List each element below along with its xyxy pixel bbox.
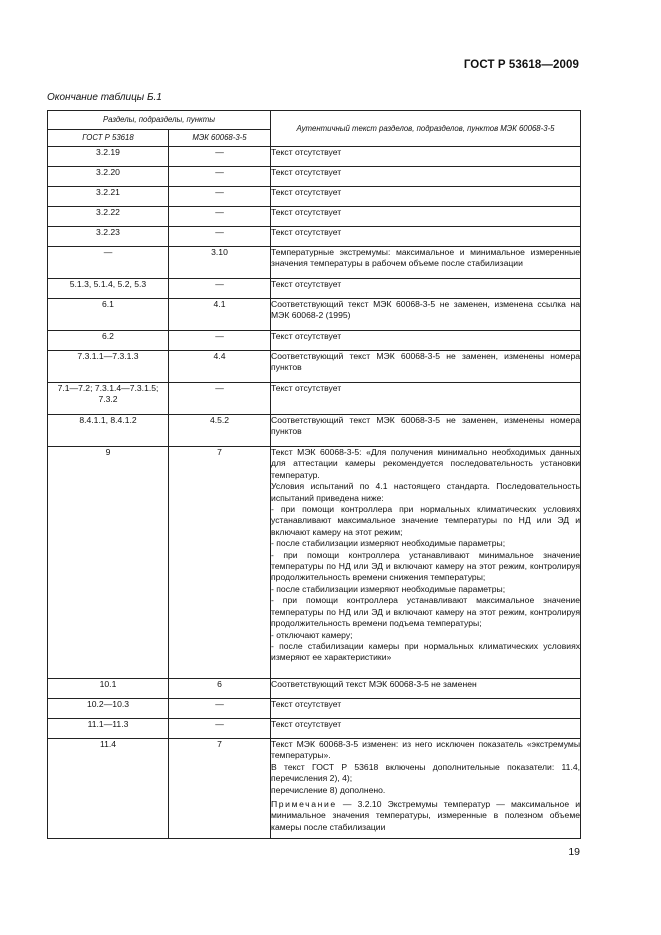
table-row (48, 187, 581, 207)
text-paragraph: Текст отсутствует (271, 187, 342, 197)
text-paragraph: В текст ГОСТ Р 53618 включены дополнительные показатели: 11.4, перечисления 2), 4); (271, 761, 581, 784)
cell-iec-clause: 6 (169, 679, 271, 699)
cell-authentic-text (271, 279, 581, 299)
text-paragraph: Соответствующий текст МЭК 60068-3-5 не заменен, изменена ссылка на МЭК 60068-2 (1995) (271, 299, 581, 321)
cell-iec-clause: — (169, 719, 271, 739)
note-text: — 3.2.10 Экстремумы температур — максимальное и минимальное значения температуры, измеренные в полезном объеме камеры после стабилизации (271, 799, 581, 832)
text-paragraph: Текст отсутствует (271, 147, 342, 157)
cell-gost-clause: 8.4.1.1, 8.4.1.2 (48, 415, 169, 447)
table-row (48, 227, 581, 247)
text-paragraph: - при помощи контроллера при нормальных климатических условиях устанавливают максимальное значение температуры по НД или ЭД и включают камеру на этот режим; (271, 504, 581, 537)
text-paragraph: Текст отсутствует (271, 227, 342, 237)
cell-gost-clause: 10.2—10.3 (48, 699, 169, 719)
cell-authentic-text (271, 679, 581, 699)
text-paragraph: Текст отсутствует (271, 383, 342, 393)
table-row (48, 167, 581, 187)
cell-authentic-text (271, 227, 581, 247)
cell-gost-clause: 11.1—11.3 (48, 719, 169, 739)
table-row (48, 331, 581, 351)
table-row (48, 247, 581, 279)
table-row (48, 299, 581, 331)
cell-gost-clause: 7.1—7.2; 7.3.1.4—7.3.1.5; 7.3.2 (48, 383, 169, 415)
cell-iec-clause: — (169, 147, 271, 167)
cell-gost-clause: 10.1 (48, 679, 169, 699)
cell-iec-clause: — (169, 227, 271, 247)
text-paragraph: - после стабилизации измеряют необходимые параметры; (271, 538, 506, 549)
text-paragraph: Соответствующий текст МЭК 60068-3-5 не заменен (271, 679, 477, 689)
table-row (48, 147, 581, 167)
text-paragraph: Условия испытаний по 4.1 настоящего стандарта. Последовательность испытаний приведена ниже: (271, 481, 581, 503)
table-caption: Окончание таблицы Б.1 (47, 92, 162, 103)
cell-gost-clause: 11.4 (48, 739, 169, 839)
text-paragraph: - после стабилизации камеры при нормальных климатических условиях измеряют ее характеристики» (271, 640, 581, 663)
cell-gost-clause: 6.1 (48, 299, 169, 331)
note-label: Примечание (271, 799, 337, 810)
cell-authentic-text (271, 719, 581, 739)
cell-authentic-text (271, 699, 581, 719)
text-paragraph: - при помощи контроллера устанавливают максимальное значение температуры по НД или ЭД и включают камеру на этот режим, контролируя продолжительность времени подъема температуры; (271, 595, 581, 629)
note (271, 799, 580, 833)
text-paragraph: - отключают камеру; (271, 629, 353, 640)
text-paragraph: Соответствующий текст МЭК 60068-3-5 не заменен, изменены номера пунктов (271, 415, 581, 437)
cell-authentic-text (271, 351, 581, 383)
cell-iec-clause: 7 (169, 447, 271, 679)
cell-authentic-text (271, 415, 581, 447)
text-paragraph: - при помощи контроллера устанавливают минимальное значение температуры по НД или ЭД и включают камеру на этот режим, контролируя продолжительность времени снижения температуры; (271, 549, 581, 583)
text-paragraph: Текст МЭК 60068-3-5: «Для получения минимально необходимых данных для аттестации камеры рекомендуется последовательность установки температур. (271, 447, 581, 480)
text-paragraph: Температурные экстремумы: максимальное и минимальное измеренные значения температуры в рабочем объеме после стабилизации (271, 247, 581, 269)
table-row (48, 383, 581, 415)
text-paragraph: Текст отсутствует (271, 331, 342, 341)
document-code: ГОСТ Р 53618—2009 (463, 59, 579, 71)
cell-gost-clause: — (48, 247, 169, 279)
text-paragraph: перечисление 8) дополнено. (271, 784, 386, 795)
text-paragraph: - после стабилизации измеряют необходимые параметры; (271, 583, 506, 594)
cell-iec-clause: 4.4 (169, 351, 271, 383)
column-header-gost: ГОСТ Р 53618 (48, 130, 169, 147)
cell-gost-clause: 5.1.3, 5.1.4, 5.2, 5.3 (48, 279, 169, 299)
cell-authentic-text (271, 207, 581, 227)
cell-authentic-text (271, 167, 581, 187)
text-paragraph: Текст МЭК 60068-3-5 изменен: из него исключен показатель «экстремумы температуры». (271, 739, 581, 761)
cell-iec-clause: — (169, 167, 271, 187)
column-header-iec: МЭК 60068-3-5 (169, 130, 271, 147)
cell-gost-clause: 3.2.21 (48, 187, 169, 207)
correspondence-table (47, 110, 581, 839)
cell-authentic-text (271, 247, 581, 279)
text-paragraph: Текст отсутствует (271, 207, 342, 217)
cell-iec-clause: — (169, 187, 271, 207)
table-body (48, 147, 581, 839)
column-header-authentic-text: Аутентичный текст разделов, подразделов, пунктов МЭК 60068-3-5 (271, 111, 581, 147)
cell-authentic-text (271, 299, 581, 331)
cell-gost-clause: 7.3.1.1—7.3.1.3 (48, 351, 169, 383)
cell-gost-clause: 6.2 (48, 331, 169, 351)
text-paragraph: Текст отсутствует (271, 167, 342, 177)
cell-iec-clause: — (169, 207, 271, 227)
cell-iec-clause: 7 (169, 739, 271, 839)
text-paragraph: Текст отсутствует (271, 699, 342, 709)
text-paragraph: Соответствующий текст МЭК 60068-3-5 не заменен, изменены номера пунктов (271, 351, 581, 373)
text-paragraph: Текст отсутствует (271, 279, 342, 289)
cell-authentic-text (271, 331, 581, 351)
cell-gost-clause: 9 (48, 447, 169, 679)
table-row (48, 739, 581, 839)
table-row (48, 447, 581, 679)
table-row (48, 207, 581, 227)
cell-authentic-text (271, 147, 581, 167)
group-header: Разделы, подразделы, пункты (48, 111, 271, 130)
text-paragraph: Текст отсутствует (271, 719, 342, 729)
table-row (48, 699, 581, 719)
cell-iec-clause: — (169, 331, 271, 351)
cell-iec-clause: — (169, 279, 271, 299)
cell-authentic-text (271, 447, 581, 679)
cell-authentic-text (271, 383, 581, 415)
cell-authentic-text (271, 187, 581, 207)
table-row (48, 351, 581, 383)
table-row (48, 415, 581, 447)
cell-iec-clause: — (169, 383, 271, 415)
cell-iec-clause: 4.5.2 (169, 415, 271, 447)
cell-gost-clause: 3.2.23 (48, 227, 169, 247)
cell-gost-clause: 3.2.20 (48, 167, 169, 187)
cell-gost-clause: 3.2.22 (48, 207, 169, 227)
cell-authentic-text (271, 739, 581, 839)
page-number: 19 (568, 846, 580, 858)
cell-gost-clause: 3.2.19 (48, 147, 169, 167)
cell-iec-clause: 4.1 (169, 299, 271, 331)
table-row (48, 719, 581, 739)
table-row (48, 679, 581, 699)
cell-iec-clause: — (169, 699, 271, 719)
table-row (48, 279, 581, 299)
cell-iec-clause: 3.10 (169, 247, 271, 279)
